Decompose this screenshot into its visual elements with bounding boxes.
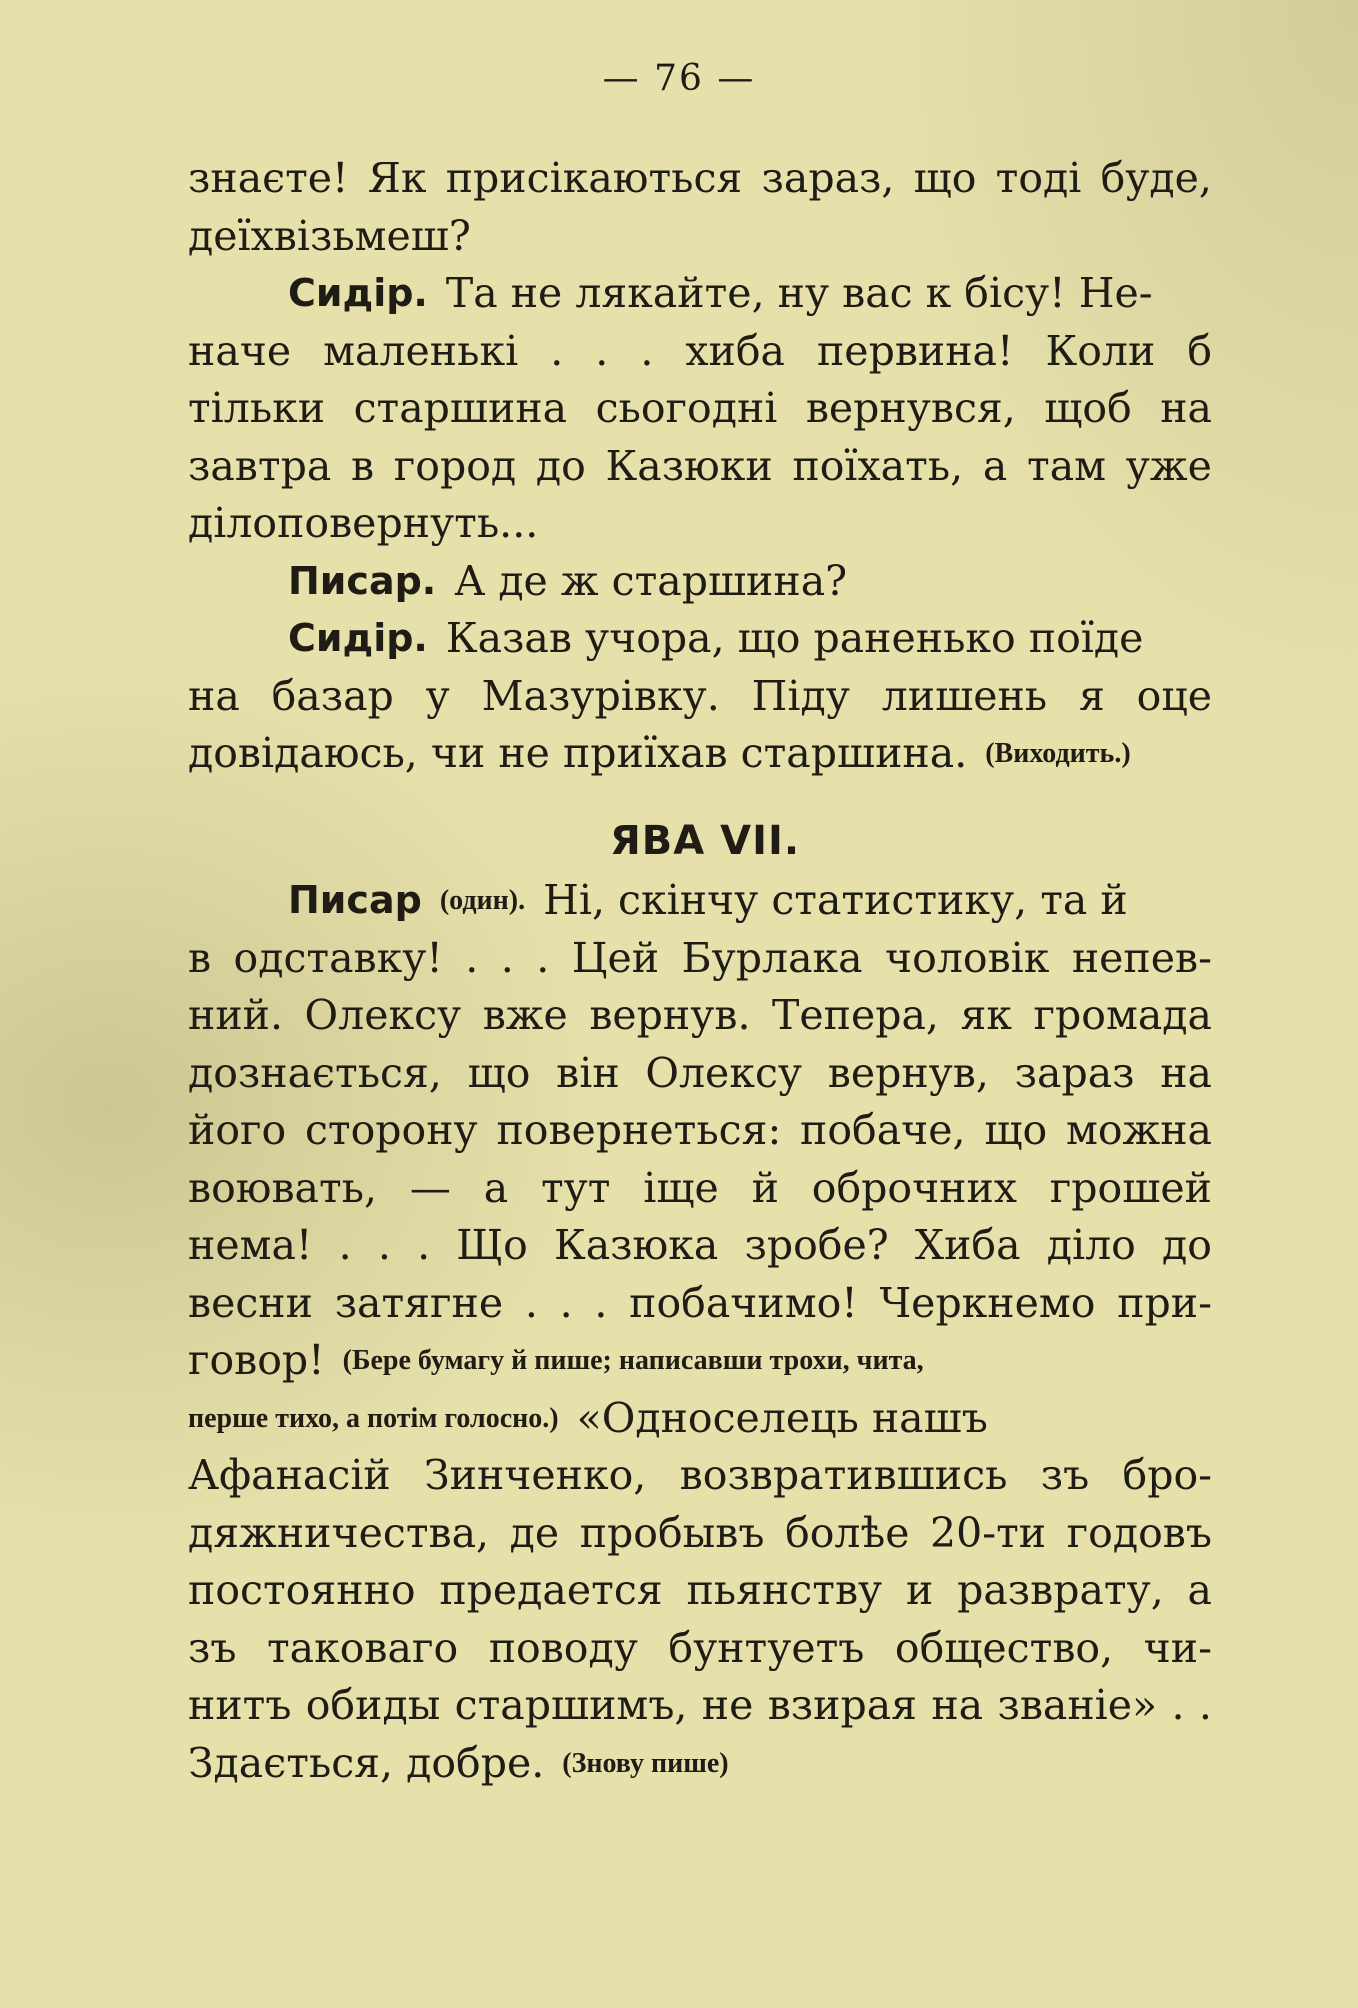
stage-direction: (Знову пише)	[562, 1747, 729, 1779]
text-line: нема! . . . Що Казюка зробе? Хиба діло до	[188, 1221, 1212, 1269]
text-line: тільки старшина сьогодні вернувся, щоб на	[188, 384, 1212, 432]
text-line: воювать, — а тут іще й оброчних грошей	[188, 1163, 1212, 1212]
speech-text: довідаюсь, чи не приїхав старшина.	[188, 729, 968, 777]
page-text	[188, 150, 1212, 1792]
text-line: діло повернуть . . .	[188, 499, 539, 547]
text-line: Афанасій Зинченко, возвратившись зъ бро-	[188, 1451, 1212, 1499]
text-line: знаєте! Як присікаються зараз, що тоді буде,	[188, 154, 1212, 202]
stage-direction: (один).	[439, 885, 526, 916]
speech-text: Ні, скінчу статистику, та й	[543, 876, 1128, 924]
text-line: нитъ обиды старшимъ, не взирая на званіе» . .	[188, 1681, 1212, 1729]
text-line	[188, 1390, 1212, 1448]
text-line: в одставку! . . . Цей Бурлака чоловік непев-	[188, 933, 1212, 982]
speech-text: Здається, добре.	[188, 1738, 545, 1787]
speaker-name: Сидір.	[288, 616, 428, 660]
speech-text: «Односелець нашъ	[576, 1393, 988, 1442]
stage-direction: (Бере бумагу й пише; написавши трохи, чита,	[342, 1345, 924, 1376]
stage-direction: перше тихо, а потім голосно.)	[188, 1402, 559, 1434]
text-line: де їх візьмеш?	[188, 211, 471, 260]
text-line: завтра в город до Казюки поїхать, а там уже	[188, 441, 1212, 490]
scene-heading: ЯВА VII.	[609, 817, 801, 864]
speech-text: говор!	[188, 1336, 325, 1384]
text-line	[188, 872, 1212, 930]
text-line: весни затягне . . . побачимо! Черкнемо при-	[188, 1278, 1212, 1327]
text-line: ний. Олексу вже вернув. Тепера, як громада	[188, 991, 1212, 1039]
page-number: — 76 —	[602, 58, 756, 99]
text-line	[188, 610, 1212, 668]
text-line: наче маленькі . . . хиба первина! Коли б	[188, 326, 1212, 375]
text-line: його сторону повернеться: побаче, що можна	[188, 1106, 1212, 1154]
speaker-name: Сидір.	[288, 271, 428, 315]
text-line	[188, 1332, 1212, 1390]
speech-text: А де ж старшина?	[454, 556, 848, 605]
speaker-name: Писар.	[288, 558, 437, 603]
speech-text: Казав учора, що раненько поїде	[445, 614, 1144, 662]
text-line: постоянно предается пьянству и разврату, а	[188, 1566, 1212, 1614]
text-line: дознається, що він Олексу вернув, зараз на	[188, 1048, 1212, 1097]
speaker-name: Писар	[288, 878, 422, 922]
text-line	[188, 725, 1212, 783]
text-line: зъ таковаго поводу бунтуетъ общество, чи-	[188, 1623, 1212, 1672]
text-line: на базар у Мазурівку. Піду лишень я оце	[188, 671, 1212, 720]
speech-text: Та не лякайте, ну вас к бісу! Не-	[445, 269, 1153, 317]
text-line	[188, 1735, 1212, 1793]
text-line: дяжничества, де пробывъ болѣе 20-ти годовъ	[188, 1508, 1212, 1557]
text-line	[188, 265, 1212, 323]
stage-direction: (Виходить.)	[985, 738, 1131, 769]
text-line	[188, 553, 1212, 611]
